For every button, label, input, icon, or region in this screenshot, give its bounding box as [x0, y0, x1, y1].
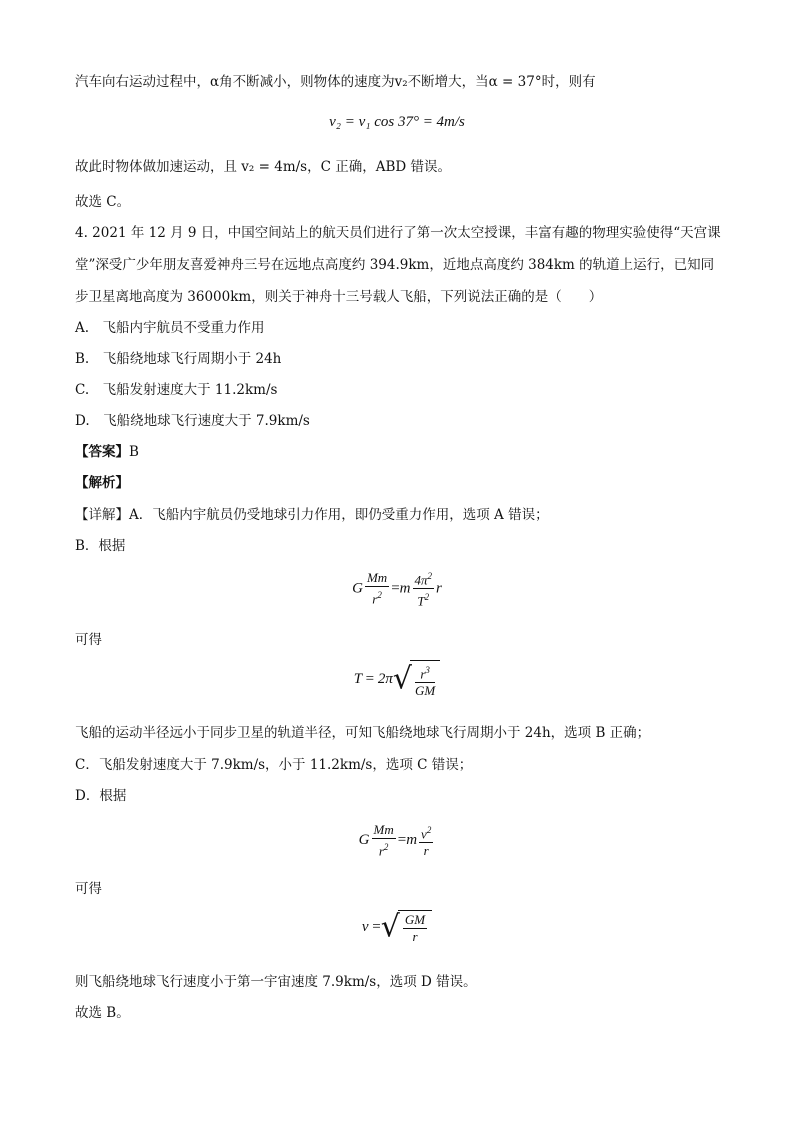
equation-period: T = 2π√ $\frac{r^3}{GM}$ [0, 660, 794, 699]
equation-gravitation-period: G $\frac{Mm}{r^2}$ =m $\frac{4\pi^2}{T^2}$ r [0, 568, 794, 610]
text-line-3: 故选 C。 [75, 194, 131, 210]
detail-b: B．根据 [75, 538, 126, 554]
detail-a: 【详解】A．飞船内宇航员仍受地球引力作用，即仍受重力作用，选项 A 错误； [75, 507, 549, 523]
option-b: B. 飞船绕地球飞行周期小于 24h [75, 351, 282, 367]
final-answer: 故选 B。 [75, 1005, 130, 1021]
question-4-line-1: 4. 2021 年 12 月 9 日，中国空间站上的航天员们进行了第一次太空授课，丰富有趣的物理实验使得“天宫课 [75, 225, 721, 241]
question-4-line-2: 堂”深受广少年朋友喜爱神舟三号在远地点高度约 394.9km，近地点高度约 384km 的轨道上运行，已知同 [75, 257, 715, 273]
answer-tag: 【答案】 [75, 444, 129, 460]
equation-velocity: v =√ $\frac{GM}{r}$ [0, 910, 794, 945]
option-d: D. 飞船绕地球飞行速度大于 7.9km/s [75, 413, 310, 429]
question-4-line-3: 步卫星离地高度为 36000km，则关于神舟十三号载人飞船，下列说法正确的是（ ） [75, 289, 603, 305]
text-line-1: 汽车向右运动过程中，α角不断减小，则物体的速度为v₂不断增大，当α = 37°时，则有 [75, 74, 596, 90]
answer-value: B [129, 444, 139, 460]
detail-d: D．根据 [75, 788, 127, 804]
equation-v2: v₂ = v₁ cos 37° = 4m/s [329, 114, 465, 130]
conclusion-b: 飞船的运动半径远小于同步卫星的轨道半径，可知飞船绕地球飞行周期小于 24h，选项 B 正确； [75, 725, 651, 741]
kede-2: 可得 [75, 881, 102, 897]
conclusion-d: 则飞船绕地球飞行速度小于第一宇宙速度 7.9km/s，选项 D 错误。 [75, 974, 477, 990]
answer-line [75, 442, 734, 462]
detail-c: C．飞船发射速度大于 7.9km/s，小于 11.2km/s，选项 C 错误； [75, 757, 473, 773]
equation-gravitation-velocity: G $\frac{Mm}{r^2}$ =m $\frac{v^2}{r}$ [358, 822, 432, 859]
detail-tag: 【详解】 [75, 507, 129, 523]
option-a: A. 飞船内宇航员不受重力作用 [75, 320, 265, 336]
option-c: C. 飞船发射速度大于 11.2km/s [75, 382, 278, 398]
text-line-2: 故此时物体做加速运动，且 v₂ = 4m/s，C 正确，ABD 错误。 [75, 159, 451, 175]
analysis-tag: 【解析】 [75, 475, 129, 491]
kede-1: 可得 [75, 632, 102, 648]
